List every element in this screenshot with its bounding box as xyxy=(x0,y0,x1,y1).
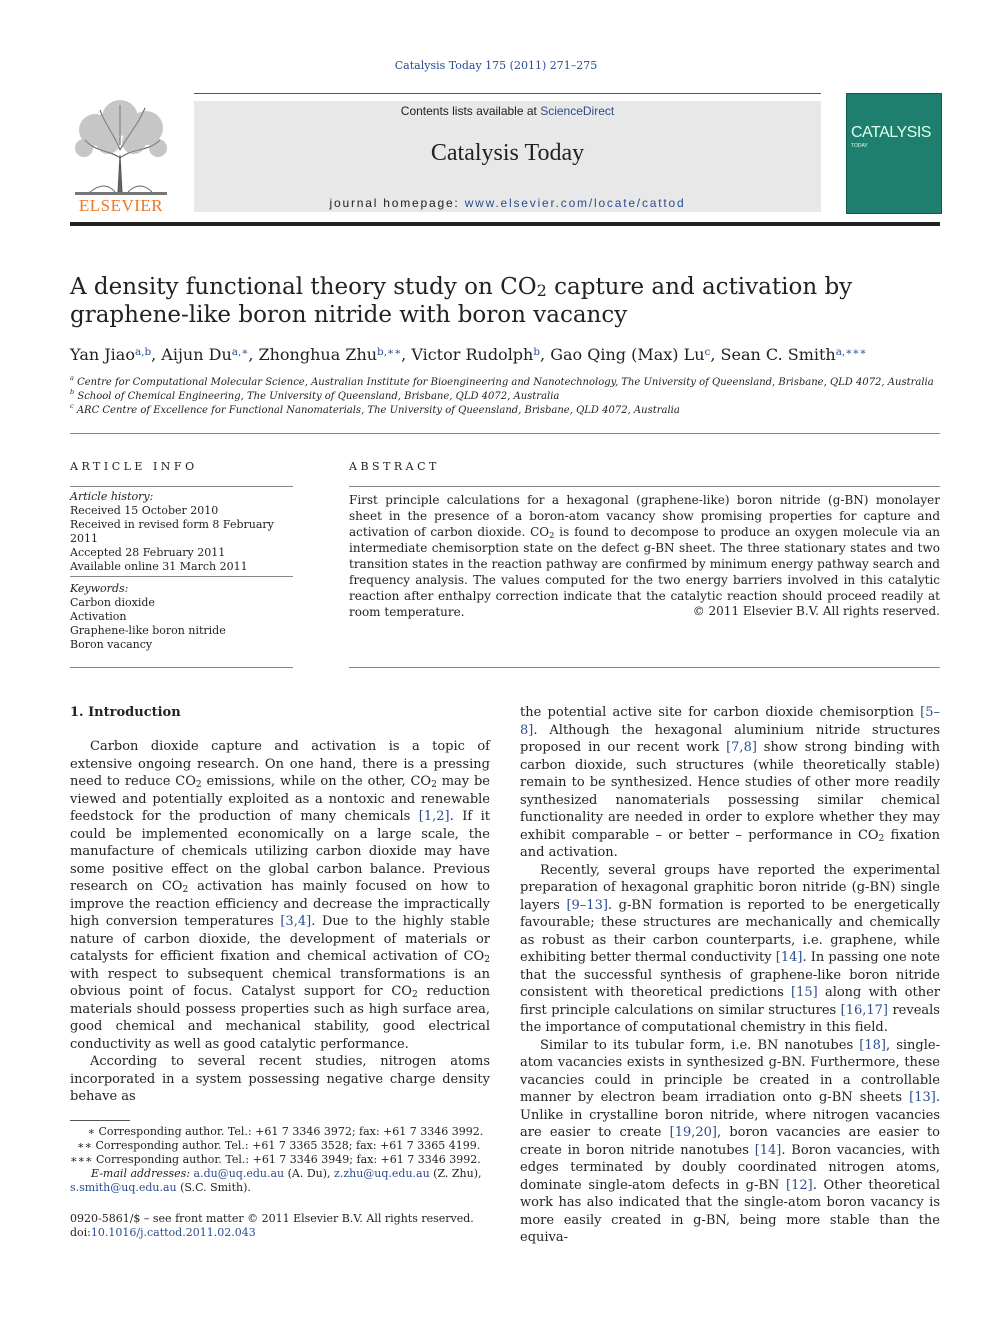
elsevier-wordmark: ELSEVIER xyxy=(78,196,164,215)
keyword-item: Boron vacancy xyxy=(70,638,153,651)
footnote-corresponding-1: ∗ Corresponding author. Tel.: +61 7 3346 3972; fax: +61 7 3346 3992. xyxy=(70,1125,484,1138)
citation-link[interactable]: [5–8] xyxy=(520,705,940,738)
citation-link[interactable]: [9–13] xyxy=(566,897,608,913)
author-affiliation-mark[interactable]: b xyxy=(533,346,541,358)
doi-line: doi:10.1016/j.cattod.2011.02.043 xyxy=(70,1226,256,1239)
citation-link[interactable]: [13] xyxy=(909,1090,936,1105)
keyword-item: Carbon dioxide xyxy=(70,596,155,609)
author-affiliation-mark[interactable]: a,b xyxy=(134,346,152,358)
citation-link[interactable]: [3,4] xyxy=(280,914,312,929)
author-name: Gao Qing (Max) Lu xyxy=(550,345,705,364)
email-link[interactable]: z.zhu@uq.edu.au xyxy=(334,1167,430,1180)
email-link[interactable]: s.smith@uq.edu.au xyxy=(70,1181,177,1194)
abstract-bottom-rule xyxy=(349,667,940,668)
footnote-rule xyxy=(70,1120,130,1121)
affiliation-a: $^a$ Centre for Computational Molecular Science, Australian Institute for Bioengineering and Nanotechnology, The University of Queensland, Brisbane, QLD 4072, Australia xyxy=(70,374,934,388)
affiliation-c: $^c$ ARC Centre of Excellence for Functional Nanomaterials, The University of Queensland, Brisbane, QLD 4072, Australia xyxy=(70,402,680,416)
citation-link[interactable]: Catalysis Today 175 (2011) 271–275 xyxy=(394,59,598,72)
email-link[interactable]: a.du@uq.edu.au xyxy=(193,1167,285,1180)
body-column-right xyxy=(520,704,940,1247)
citation-link[interactable]: [12] xyxy=(786,1177,813,1193)
abstract-heading: ABSTRACT xyxy=(349,460,440,473)
footnote-corresponding-2: ∗∗ Corresponding author. Tel.: +61 7 3365 3528; fax: +61 7 3365 4199. xyxy=(70,1139,481,1152)
journal-title: Catalysis Today xyxy=(430,140,585,166)
keywords-label: Keywords: xyxy=(70,582,129,595)
author-affiliation-mark[interactable]: a,∗∗∗ xyxy=(835,346,867,358)
citation-link[interactable]: [14] xyxy=(775,950,803,965)
author-name: Zhonghua Zhu xyxy=(258,345,378,364)
citation-link[interactable]: [14] xyxy=(754,1142,782,1158)
history-item: Received in revised form 8 February 2011 xyxy=(70,518,274,545)
doi-link[interactable]: 10.1016/j.cattod.2011.02.043 xyxy=(90,1226,256,1239)
article-history xyxy=(70,490,293,574)
abstract-top-rule xyxy=(349,486,940,487)
affiliation-b: $^b$ School of Chemical Engineering, The University of Queensland, Brisbane, QLD 4072, Australia xyxy=(70,388,560,402)
section-heading-introduction: 1. Introduction xyxy=(70,705,181,720)
body-column-left xyxy=(70,738,490,1106)
homepage-line: journal homepage: www.elsevier.com/locate/cattod xyxy=(329,196,686,210)
keywords xyxy=(70,582,293,652)
elsevier-logo xyxy=(70,100,172,216)
author-affiliation-mark[interactable]: b,∗∗ xyxy=(377,346,402,358)
article-title: A density functional theory study on $CO_2$ capture and activation by graphene-like boron nitride with boron vacancy xyxy=(70,274,853,328)
history-item: Available online 31 March 2011 xyxy=(70,560,248,573)
author-name: Sean C. Smith xyxy=(720,345,836,364)
author-name: Yan Jiao xyxy=(70,345,135,364)
footnote-corresponding-3: ∗∗∗ Corresponding author. Tel.: +61 7 3346 3949; fax: +61 7 3346 3992. xyxy=(70,1153,481,1166)
cover-subtitle: TODAY xyxy=(851,143,868,149)
abstract-text: First principle calculations for a hexagonal (graphene-like) boron nitride (g-BN) monolayer sheet in the presence of a boron-atom vacancy show promising properties for capture and activation of carbon dioxide. $CO_2$ is found to decompose to produce an oxygen molecule via an intermediate chemisorption state on the defect g-BN sheet. The three stationary states and two transition states in the reaction pathway are confirmed by minimum energy pathway search and frequency analysis. The values computed for the two energy barriers involved in this catalytic reaction after enthalpy correction indicate that the catalytic reaction should proceed readily at room temperature. xyxy=(349,493,940,619)
cover-title: CATALYSIS xyxy=(851,124,931,141)
citation-link[interactable]: [1,2] xyxy=(418,809,450,824)
author-name: Victor Rudolph xyxy=(411,345,534,364)
tree-icon xyxy=(70,100,172,196)
article-info-rule xyxy=(70,486,293,487)
keywords-rule xyxy=(70,576,293,577)
footnote-emails-cont: s.smith@uq.edu.au (S.C. Smith). xyxy=(70,1181,251,1194)
history-label: Article history: xyxy=(70,490,154,503)
keyword-item: Activation xyxy=(70,610,127,623)
author-name: Aijun Du xyxy=(161,345,232,364)
homepage-link[interactable]: www.elsevier.com/locate/cattod xyxy=(464,196,686,210)
citation-link[interactable]: [15] xyxy=(791,985,818,1000)
issn-line: 0920-5861/$ – see front matter © 2011 Elsevier B.V. All rights reserved. xyxy=(70,1212,474,1225)
paragraph: the potential active site for carbon dioxide chemisorption [5–8]. Although the hexagonal aluminium nitride structures proposed in our recent work [7,8] show strong binding with carbon dioxide, such structures (while theoretically stable) remain to be synthesized. Hence studies of other more readily synthesized nanomaterials possessing similar chemical functionality are needed in order to explore whether they may exhibit comparable – or better – performance in $CO_2$ fixation and activation. xyxy=(520,705,941,860)
author-list: Yan Jiao$^{a,b}$, Aijun $Du^{a,∗}$, Zhonghua Zhu$^{b,∗∗}$, Victor Rudolph$^b$, Gao Qing (Max) Lu$^c$, Sean C. Smith$^{a,∗∗∗}$ xyxy=(70,345,867,364)
abstract-copyright: © 2011 Elsevier B.V. All rights reserved. xyxy=(692,604,940,618)
history-item: Received 15 October 2010 xyxy=(70,504,219,517)
author-affiliation-mark[interactable]: a,∗ xyxy=(231,346,249,358)
footnotes xyxy=(70,1125,490,1195)
keyword-item: Graphene-like boron nitride xyxy=(70,624,226,637)
citation-link[interactable]: [18] xyxy=(859,1037,886,1053)
front-matter-info xyxy=(70,1212,490,1240)
citation-link[interactable]: [7,8] xyxy=(726,740,757,755)
contents-line: Contents lists available at ScienceDirect xyxy=(400,104,615,118)
affiliations-rule xyxy=(70,433,940,434)
history-item: Accepted 28 February 2011 xyxy=(70,546,226,559)
footnote-emails: E-mail addresses: a.du@uq.edu.au (A. Du), z.zhu@uq.edu.au (Z. Zhu), xyxy=(90,1167,482,1180)
paragraph: According to several recent studies, nitrogen atoms incorporated in a system possessing negative charge density behave as xyxy=(70,1054,490,1104)
journal-citation[interactable] xyxy=(0,59,992,72)
article-info-heading: ARTICLE INFO xyxy=(70,460,198,473)
journal-header xyxy=(194,101,821,212)
citation-link[interactable]: [16,17] xyxy=(840,1002,889,1018)
author-affiliation-mark[interactable]: c xyxy=(704,346,711,358)
header-top-rule xyxy=(194,93,821,94)
citation-link[interactable]: [19,20] xyxy=(669,1125,717,1140)
journal-cover-thumbnail[interactable] xyxy=(846,93,942,214)
header-bottom-rule xyxy=(70,222,940,226)
paragraph: Recently, several groups have reported the experimental preparation of hexagonal graphitic boron nitride (g-BN) single layers [9–13]. g-BN formation is reported to be energetically favourable; these structures are mechanically and chemically as robust as their carbon counterparts, i.e. graphene, while exhibiting better thermal conductivity [14]. In passing one note that the successful synthesis of graphene-like boron nitride consistent with theoretical predictions [15] along with other first principle calculations on similar structures [16,17] reveals the importance of computational chemistry in this field. xyxy=(520,862,940,1035)
article-info-bottom-rule xyxy=(70,667,293,668)
sciencedirect-link[interactable]: ScienceDirect xyxy=(540,104,615,118)
paragraph: Carbon dioxide capture and activation is a topic of extensive ongoing research. On one hand, there is a pressing need to reduce $CO_2$ emissions, while on the other, $CO_2$ may be viewed and potentially exploited as a nontoxic and renewable feedstock for the production of many chemicals [1,2]. If it could be implemented economically on a large scale, the manufacture of chemicals utilizing carbon dioxide may have some positive effect on the global carbon balance. Previous research on $CO_2$ activation has mainly focused on how to improve the reaction efficiency and decrease the impractically high conversion temperatures [3,4]. Due to the highly stable nature of carbon dioxide, the development of materials or catalysts for efficient fixation and chemical activation of $CO_2$ with respect to subsequent chemical transformations is an obvious point of focus. Catalyst support for $CO_2$ reduction materials should possess properties such as high surface area, good chemical and mechanical stability, good electrical conductivity as well as good catalytic performance. xyxy=(70,739,490,1052)
paragraph: Similar to its tubular form, i.e. BN nanotubes [18], single-atom vacancies exists in synthesized g-BN. Furthermore, these vacancies could in principle be created in a controllable manner by electron beam irradiation onto g-BN sheets [13]. Unlike in crystalline boron nitride, where nitrogen vacancies are easier to create [19,20], boron vacancies are easier to create in boron nitride nanotubes [14]. Boron vacancies, with edges terminated by doubly coordinated nitrogen atoms, dominate single-atom defects in g-BN [12]. Other theoretical work has also indicated that the single-atom boron vacancy is more easily created in g-BN, being more stable than the equiva- xyxy=(520,1037,941,1245)
